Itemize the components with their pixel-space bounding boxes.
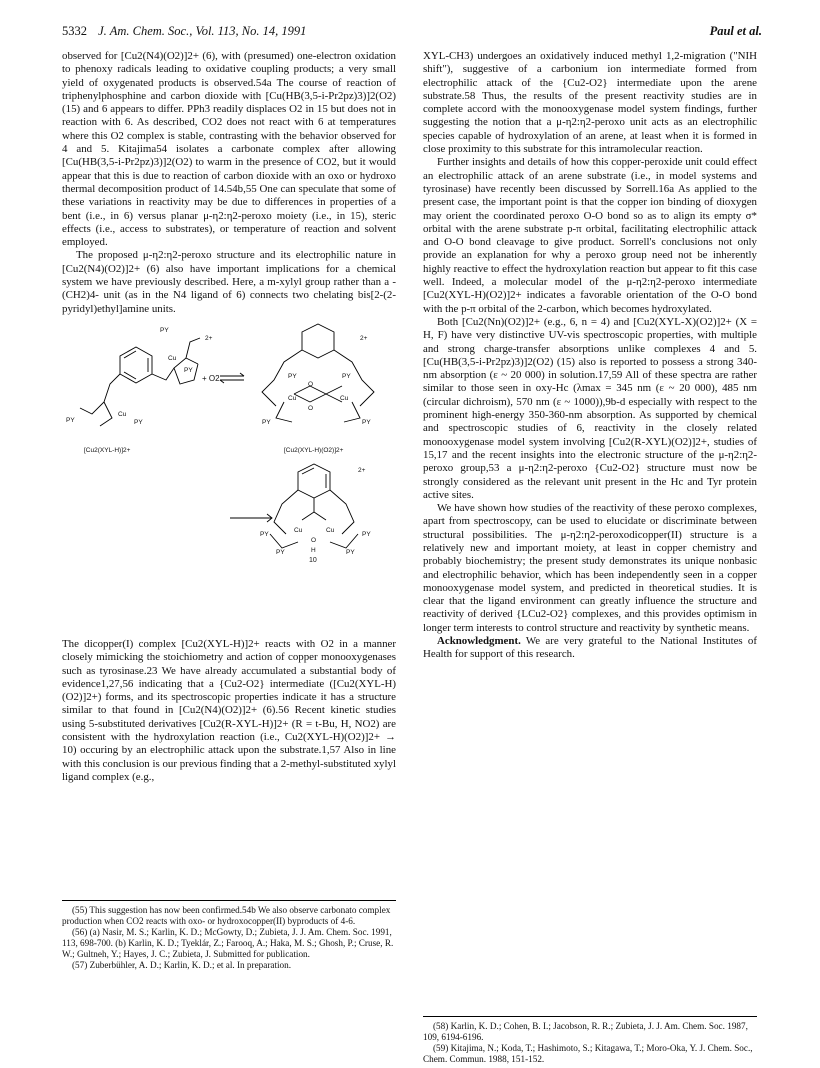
right-paragraph-3: Both [Cu2(Nn)(O2)]2+ (e.g., 6, n = 4) and [Cu2(XYL-X)(O2)]2+ (X = H, F) have very distinctive UV-vis spectroscopic properties, with multiple and strong charge-transfer absorptions unlike complexes 4 and 5. [Cu(HB(3,5-i-Pr2pz)3)]2(O2) (15) also is reported to possess a strong 340-nm absorption (ε ~ 20 000) in solution.17,59 All of these spectra are rather similar to those seen in oxy-Hc (λmax = 345 nm (ε ~ 20 000), 485 nm (circular dichroism), 570 nm (ε ~ 1000)),9b-d especially with respect to the prominent high-energy 350-360-nm absorption. As supported by chemical and spectroscopic studies of 6, reactivity in the closely related monooxygenase model system involving [Cu2(R-XYL)(O2)]2+, studies of 15,17 and the recent insights into the electronic structure of the μ-η2:η2-peroxo group,53 a μ-η2:η2-peroxo {Cu2-O2} structure must now be strongly considered as the relevant unit present in the Hc and Tyr protein active sites. — [423, 315, 757, 501]
cu-label-5: Cu — [294, 526, 303, 534]
charge-label-3: 2+ — [358, 466, 366, 474]
plus-o2-label: + O2 — [202, 373, 220, 383]
o-label-2: O — [308, 404, 314, 412]
charge-label-1: 2+ — [205, 334, 213, 342]
journal-citation: J. Am. Chem. Soc., Vol. 113, No. 14, 1991 — [98, 24, 307, 38]
intermediate-structure — [262, 324, 374, 422]
intermediate-caption: [Cu2(XYL-H)(O2)]2+ — [284, 446, 344, 454]
right-column — [423, 50, 757, 662]
footnote-rule-left — [62, 900, 396, 901]
acknowledgment — [423, 635, 757, 662]
reaction-scheme — [62, 322, 396, 630]
py-label-5: PY — [288, 372, 297, 380]
cu-label-2: Cu — [118, 410, 127, 418]
scheme-drawing — [62, 322, 396, 630]
py-label-12: PY — [346, 548, 355, 556]
py-label-3: PY — [66, 416, 75, 424]
left-paragraph-3: The dicopper(I) complex [Cu2(XYL-H)]2+ reacts with O2 in a manner closely mimicking the stoichiometry and action of copper monooxygenases such as tyrosinase.23 We have already accumulated a substantial body of evidence1,27,56 indicating that a {Cu2-O2} intermediate ([Cu2(XYL-H)(O2)]2+) forms, and its spectroscopic properties indicate it has a structure similar to that found in [Cu2(N4)(O2)]2+ (6).56 Recent kinetic studies using 5-substituted derivatives [Cu2(R-XYL-H)]2+ (R = t-Bu, H, NO2) are consistent with the hydroxylation reaction (i.e., Cu2(XYL-H)(O2)]2+ → 10) occuring by an electrophilic attack upon the substrate.1,57 Also in line with this conclusion is our previous finding that a 2-methyl-substituted xylyl ligand complex (e.g., — [62, 637, 396, 783]
footnote-rule-right — [423, 1016, 757, 1017]
py-label-10: PY — [362, 530, 371, 538]
py-label-8: PY — [362, 418, 371, 426]
h-label: H — [311, 546, 316, 554]
footnote-57: (57) Zuberbühler, A. D.; Karlin, K. D.; et al. In preparation. — [72, 960, 292, 970]
right-paragraph-1: XYL-CH3) undergoes an oxidatively induced methyl 1,2-migration ("NIH shift"), suggestive of a carbonium ion intermediate formed from electrophilic attack of the {Cu2-O2} intermediate upon the arene substrate.58 Thus, the results of the present reactivity studies are in complete accord with the monooxygenase model system findings, further suggesting the notion that a μ-η2:η2-peroxo unit acts as an electrophilic species capable of hydroxylation of an arene, at least when it is formed in close proximity to this substrate for this intramolecular reaction. — [423, 50, 757, 156]
page-header — [62, 24, 762, 42]
right-paragraph-2: Further insights and details of how this copper-peroxide unit could effect an electrophilic attack of an arene substrate (i.e., in model systems and tyrosinase) have recently been discussed by Sorrell.16a As applied to the present case, the important point is that the copper ion binding of dioxygen may orient the coordinated peroxo O-O bond so as to align its empty σ* orbital with the arene substrate p-π orbital, facilitating electrophilic attack and O-O bond cleavage to give product. Sorrell's conclusions not only provide an explanation for why a peroxo group need not be inherently highly reactive to effect the hydroxylation reaction but appear to fit this case well. Indeed, a molecular model of the μ-η2:η2-peroxo intermediate [Cu2(XYL-H)(O2)]2+ indicates a favorable orientation of the O-O bond with the p-π orbital of the 2-carbon, which becomes hydroxylated. — [423, 156, 757, 315]
o-label-3: O — [311, 536, 317, 544]
cu-label-6: Cu — [326, 526, 335, 534]
charge-label-2: 2+ — [360, 334, 368, 342]
compound-number-10: 10 — [309, 556, 317, 564]
py-label-11: PY — [276, 548, 285, 556]
reactant-structure — [80, 338, 200, 426]
py-label-7: PY — [262, 418, 271, 426]
header-left — [62, 24, 306, 39]
py-label-6: PY — [342, 372, 351, 380]
left-column — [62, 50, 396, 784]
cu-label-3: Cu — [288, 394, 297, 402]
footnote-55: (55) This suggestion has now been confirmed.54b We also observe carbonato complex production when CO2 reacts with oxo- or hydroxocopper(II) byproducts of 4-6. — [62, 905, 391, 926]
reactant-caption: [Cu2(XYL-H)]2+ — [84, 446, 131, 454]
left-paragraph-2: The proposed μ-η2:η2-peroxo structure and its electrophilic nature in [Cu2(N4)(O2)]2+ (6) also have important implications for a chemical system we have previously described. Here, a m-xylyl group rather than a -(CH2)4- unit (as in the N4 ligand of 6) connects two chelating bis[2-(2-pyridyl)ethyl]amine units. — [62, 249, 396, 315]
footnote-56: (56) (a) Nasir, M. S.; Karlin, K. D.; McGowty, D.; Zubieta, J. J. Am. Chem. Soc. 1991, 113, 698-700. (b) Karlin, K. D.; Tyeklár, Z.; Farooq, A.; Haka, M. S.; Ghosh, P.; Cruse, R. W.; Gultneh, Y.; Hayes, J. C.; Zubieta, J. Submitted for publication. — [62, 927, 394, 959]
acknowledgment-label: Acknowledgment. — [437, 635, 521, 648]
footnote-58: (58) Karlin, K. D.; Cohen, B. I.; Jacobson, R. R.; Zubieta, J. J. Am. Chem. Soc. 1987, 109, 6194-6196. — [423, 1021, 748, 1042]
running-author: Paul et al. — [709, 24, 762, 38]
right-paragraph-4: We have shown how studies of the reactivity of these peroxo complexes, apart from spectroscopy, can be used to elucidate or discriminate between structural possibilities. The μ-η2:η2-peroxodicopper(II) structure is a relatively new and important moiety, at least in copper chemistry and probably biochemistry; the present study demonstrates its unique nonbasic and electrophilic behavior, which has been independently seen in a copper monooxygenase model system, and predicted in theoretical studies. It is clear that the ligand environment can greatly influence the structure and reactivity of derived {LCu2-O2} complexes, and this provides optimism in longer term interests to control structure and reactivity by synthetic means. — [423, 502, 757, 634]
left-paragraph-1: observed for [Cu2(N4)(O2)]2+ (6), with (presumed) one-electron oxidation to phenoxy radicals leading to oxidative coupling products; a very small yield of oxygenated products is observed.54a The course of reaction of triphenylphosphine and carbon dioxide with [Cu(HB(3,5-i-Pr2pz)3)]2(O2) (15) and 6 appears to differ. PPh3 readily displaces O2 in 15 but does not in reaction with 6. As described, CO2 does not react with 6 at temperatures where this O2 complex is stable, contrasting with the behavior observed for 4 and 5. Kitajima54 isolates a carbonate complex after allowing [Cu(HB(3,5-i-Pr2pz)3)]2(O2) to warm in the presence of CO2, but it would appear that this is due to reaction of carbon dioxide with an oxo or hydroxo thermal decomposition product of 14.54b,55 One can speculate that some of these variations in reactivity may be due to differences in properties of a bent (i.e., in 6) versus planar μ-η2:η2-peroxo moiety (i.e., in 15), steric effects (i.e., access to substrates), or temperature of reaction and solvent employed. — [62, 50, 396, 249]
right-footnotes — [423, 1016, 757, 1065]
py-label-4: PY — [134, 418, 143, 426]
footnote-59: (59) Kitajima, N.; Koda, T.; Hashimoto, S.; Kitagawa, T.; Moro-Oka, Y. J. Chem. Soc., Chem. Commun. 1988, 151-152. — [423, 1043, 753, 1064]
cu-label-4: Cu — [340, 394, 349, 402]
page-number: 5332 — [62, 24, 87, 38]
o-label-1: O — [308, 380, 314, 388]
py-label-1: PY — [160, 326, 169, 334]
left-footnotes — [62, 900, 396, 971]
cu-label-1: Cu — [168, 354, 177, 362]
acknowledgment-text: We are very grateful to the National Institutes of Health for support of this research. — [423, 635, 758, 661]
py-label-9: PY — [260, 530, 269, 538]
py-label-2: PY — [184, 366, 193, 374]
